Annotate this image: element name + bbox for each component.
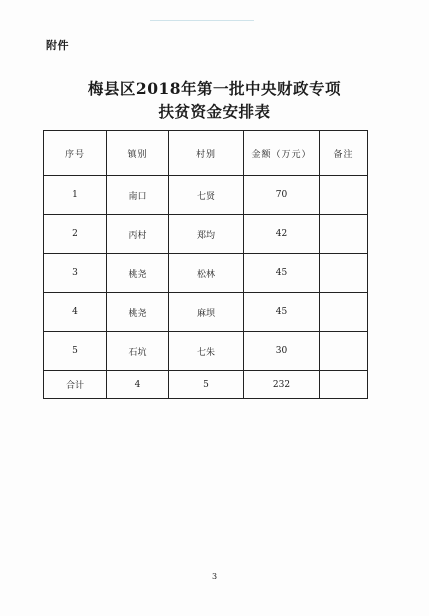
cell-seq: 3 [44,254,107,293]
cell-seq: 4 [44,293,107,332]
allocation-table [43,130,368,399]
page-number: 3 [211,572,218,581]
table-row [44,254,368,293]
cell-village: 麻坝 [169,293,244,332]
annex-label: 附件 [46,39,69,52]
cell-note [320,332,368,371]
header-town: 镇别 [107,131,169,176]
table-row [44,293,368,332]
cell-amount: 30 [244,332,320,371]
cell-seq: 1 [44,176,107,215]
total-note [320,371,368,399]
header-amount: 金额（万元） [244,131,320,176]
cell-village: 七贤 [169,176,244,215]
document-title-line-2: 扶贫资金安排表 [158,102,271,121]
cell-town: 南口 [107,176,169,215]
table-row [44,176,368,215]
table-row [44,215,368,254]
total-label: 合计 [44,371,107,399]
cell-note [320,176,368,215]
header-note: 备注 [320,131,368,176]
cell-seq: 2 [44,215,107,254]
cell-note [320,254,368,293]
cell-seq: 5 [44,332,107,371]
cell-town: 桃尧 [107,293,169,332]
cell-town: 石坑 [107,332,169,371]
cell-amount: 70 [244,176,320,215]
document-title-line-1: 梅县区2018年第一批中央财政专项 [87,79,342,98]
cell-village: 七朱 [169,332,244,371]
header-seq: 序号 [44,131,107,176]
cell-amount: 45 [244,293,320,332]
cell-note [320,215,368,254]
table-total-row [44,371,368,399]
total-amount: 232 [244,371,320,399]
cell-amount: 45 [244,254,320,293]
table-header-row [44,131,368,176]
scan-artifact-line [150,20,254,21]
cell-town: 桃尧 [107,254,169,293]
table-row [44,332,368,371]
header-village: 村别 [169,131,244,176]
cell-note [320,293,368,332]
cell-town: 丙村 [107,215,169,254]
cell-village: 郑均 [169,215,244,254]
cell-village: 松林 [169,254,244,293]
total-town-count: 4 [107,371,169,399]
cell-amount: 42 [244,215,320,254]
total-village-count: 5 [169,371,244,399]
